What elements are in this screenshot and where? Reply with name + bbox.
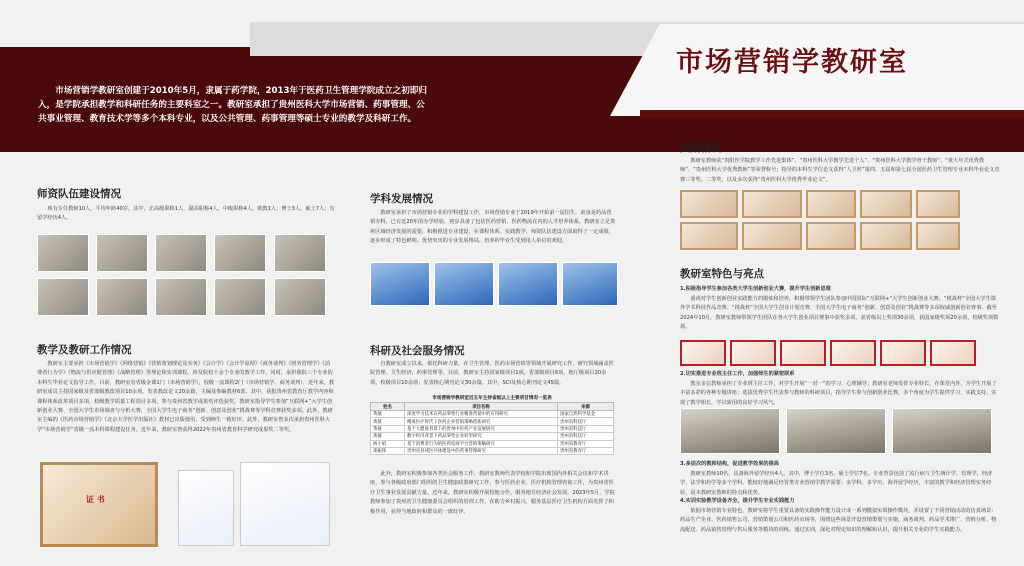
faculty-photo <box>96 278 148 316</box>
table-cell: 贵州省教育厅 <box>558 447 614 454</box>
award-certificate-image <box>680 222 738 250</box>
project-table-title: 市场营销学教研室近五年主持省级以上主要项目情况一览表 <box>432 396 552 401</box>
teaching-text: 教研室主要承担《市场营销学》《网络营销》《营销策划理论及实务》《会计学》《会计学原理》《商务谈判》《财务管理学》《消费者行为学》《物流与供应链管理》《战略管理》等理论和实训课程，涉及院校十余个专业的教学工作。同时，承担我院三个专业的本科生毕业论文指导工作。目前，教研室有省级金课1门（市场营销学），校级一流课程2门（市场营销学、商务谈判），近年来，教研室成员主持国家级及省部级教改项目10余项，发表教改论文20余篇，主编及参编教材6部。其中，获批贵州省教育厅教学内容和课程体系改革项目多项、校级教学质量工程项目多项，参与贵州省教学成果奖评选获奖。教研室指导学生参加“互联网+”大学生创新创业大赛、全国大学生市场调查与分析大赛、全国大学生电子商务“创新、创意及创业”挑战赛等学科竞赛获奖多项。此外，教研室主编的《医药市场营销学》《北京大学医学出版社》教材已出版使用，受到师生一致好评。此外，教研室曾多次承担贵州医科大学“市场营销学”省级一流本科课程建设任务，近年来，教研室曾获得2022年贵州省教育科学研究成果奖二等奖。 <box>37 361 335 433</box>
discipline-photo <box>562 262 618 306</box>
award-certificate-image <box>806 222 856 250</box>
research-title: 科研及社会服务情况 <box>370 345 465 357</box>
research-text: 自教研室成立以来，依托科研力量，在卫生管理、医药市场营销等领域开展研究工作，研究领域涵盖医院管理、卫生经济、药事管理等。目前，教研室主持国家级项目1项，省部级项目6项，地厅级项目20余项，校级项目10余项；发表核心期刊论文30余篇，其中，SCI及核心期刊论文45篇。 <box>370 361 614 386</box>
table-cell: 精准医疗时代下医药企业营销策略创新研究 <box>405 418 558 425</box>
table-header: 项目名称 <box>405 403 558 411</box>
table-header: 来源 <box>558 403 614 411</box>
page-title: 市场营销学教研室 <box>676 47 908 78</box>
table-cell: 基于消费者行为的医药电商平台营销策略研究 <box>405 440 558 447</box>
header-accent-bar <box>640 110 1024 118</box>
competition-certificate-image <box>680 340 726 366</box>
faculty-photo <box>155 234 207 272</box>
awards-title: 奖励情况 <box>680 142 722 154</box>
faculty-title: 师资队伍建设情况 <box>37 188 121 200</box>
table-cell: 深度学习技术在药品零售行业精准营销中的应用研究 <box>405 411 558 418</box>
research-text-2: 此外，教研室积极参加各类社会服务工作，教研室教师代表学校和学院出席国内外相关会议和学术讲座，参与各级政府部门组织的卫生健康政策研究工作，参与医药企业、医疗机构管理咨询工作，为贵州省医疗卫生事业发展贡献力量。近年来，教研室积极开展校地合作，服务地方经济社会发展，2023年5月，学院教师参加了贵州省卫生健康委员会组织的培训工作，在助力乡村振兴、服务基层医疗卫生机构方面发挥了积极作用，获得当地政府和群众的一致好评。 <box>370 471 615 515</box>
faculty-photo <box>37 278 89 316</box>
feature-4-text: 依据市场营销专业特色，教研室将学生重要具备的实践操作能力设计成一系列模拟实训操作模块，并设置了不同营销活动的仿真场景：药品生产企业、医药销售公司、营销策划公司和医药市场等，围绕这些场景开设营销策划与实施、商务谈判、药品学术推广、营销分析、物流配送、药品销售管理与售后服务等模块的训练。通过实训，深化对理论知识的理解和认识，提升相关专业的学生实践能力。 <box>680 508 997 533</box>
table-row <box>371 418 614 425</box>
table-cell: 贵州省教育厅 <box>558 440 614 447</box>
feature-2-text: 教室多位教师承担了专业班主任工作，对学生开展“一对一”的学习、心理辅导；教研室老师发挥专业特长，在课堂内外，为学生开展了丰富多彩的各种专题讲座；选拔优秀学生代表参与教师的科研项目，指导学生参与创新创业比赛，多个角度为学生提供学习、实践支持，实现了教学相长，学以致用的良好学习风气。 <box>680 381 997 406</box>
award-certificate-image <box>680 190 738 218</box>
features-title: 教研室特色与亮点 <box>680 268 764 280</box>
feature-1-text: 重视对学生创新创业实践能力的锻炼和培养，积极带领学生团队参加中国国际“互联网+”大学生创新创业大赛、“挑战杯”全国大学生课外学术科技作品竞赛、“挑战杯”全国大学生创业计划竞赛、全国大学生电子商务“创新、创意及创业”挑战赛等多项权威创新创业赛事。截至2024年10月，教研室教师带领学生团队在各大学生创业项目赛事中获奖多项，获省级以上奖项30余项，获国家级奖项20余项，校级奖项数项。 <box>680 296 999 331</box>
table-cell: 国家自然科学基金 <box>558 411 614 418</box>
feature-2-heading: 2.切实推进专业班主任工作，加强师生的紧密联系 <box>680 371 795 377</box>
competition-certificate-image <box>830 340 876 366</box>
intro-text: 市场营销学教研室创建于2010年5月，隶属于药学院，2013年于医药卫生管理学院成立之初即归入，是学院承担教学和科研任务的主要科室之一。教研室承担了贵州医科大学市场营销、药事管理、公共事业管理、教育技术学等多个本科专业，以及公共管理、药事管理等硕士专业的教学及科研工作。 <box>38 86 427 124</box>
feature-4-heading: 4.实训实验教学设备齐全，提升学生专业实践能力 <box>680 498 795 504</box>
table-row <box>371 447 614 454</box>
award-certificate-image <box>916 190 960 218</box>
table-cell: 杨小娟 <box>371 440 405 447</box>
table-cell: 黄敏 <box>371 425 405 432</box>
competition-certificate-image <box>930 340 976 366</box>
discipline-photo <box>370 262 430 306</box>
classroom-photo <box>786 408 886 454</box>
faculty-photo <box>214 234 266 272</box>
table-cell: 黄敏 <box>371 418 405 425</box>
textbook-cover-image <box>178 470 234 546</box>
feature-1-heading: 1.积极指导学生参加各类大学生创新创业大赛，提升学生创新思维 <box>680 286 831 292</box>
discipline-text: 教研室承担了市场营销专业的学科建设工作，市场营销专业于2019年开始第一届招生，前身是药品营销专科，已有近20年的办学经验，初步具备了包括医药营销、医药物流在内的人才培养体系，教研室立足贵州区域经济发展的需要，积极推进专业建设，在课程体系、实践教学、师资队伍建设方面取得了一定成绩，逐步形成了特色鲜明、优势突出的专业发展格局，培养的毕业生受到用人单位的欢迎。 <box>370 210 616 245</box>
project-table <box>370 402 614 455</box>
table-cell: 黄敏 <box>371 411 405 418</box>
award-certificate-image <box>742 222 802 250</box>
faculty-text: 现有专任教师10人，平均年龄40岁，其中，正高级职称1人，副高职称4人，中级职称4人，助教1人；博士3人，硕士7人；有留学经历4人。 <box>37 206 335 222</box>
table-cell: 贵州省科技厅 <box>558 418 614 425</box>
award-certificate-image <box>916 222 960 250</box>
table-row <box>371 425 614 432</box>
classroom-photo <box>680 408 780 454</box>
table-header: 姓名 <box>371 403 405 411</box>
faculty-photo <box>274 278 326 316</box>
textbook-cover-image <box>240 462 330 546</box>
award-certificate-image <box>742 190 802 218</box>
certificate-label: 证 书 <box>86 495 105 504</box>
feature-3-text: 教研室教师10名，具备海外留学经历4人，其中，博士学位3名，硕士学位7名。专业背景包括了流行病与卫生统计学、管理学、经济学、法学和药学等多个学科，能较好地满足经管类专业营销学教学需要；多学科、多学历、海外留学经历，丰富的教学和经济管理实务经验，是本教研室教师的特点和优势。 <box>680 471 993 496</box>
faculty-photo <box>96 234 148 272</box>
table-cell: 贵州省县域医共体建设中的药事管理研究 <box>405 447 558 454</box>
faculty-photo <box>155 278 207 316</box>
competition-certificate-image <box>730 340 776 366</box>
classroom-photo <box>892 408 992 454</box>
competition-certificate-image <box>780 340 826 366</box>
teaching-title: 教学及教研工作情况 <box>37 344 132 356</box>
discipline-photo <box>434 262 494 306</box>
faculty-photo <box>274 234 326 272</box>
table-row <box>371 411 614 418</box>
table-cell: 基于大健康背景下的贵州中医药产业发展研究 <box>405 425 558 432</box>
table-cell: 邵振锋 <box>371 447 405 454</box>
table-cell: 数字经济背景下药品零售企业转型研究 <box>405 433 558 440</box>
award-certificate-image <box>860 190 912 218</box>
award-certificate-image <box>860 222 912 250</box>
competition-certificate-image <box>880 340 926 366</box>
table-cell: 黄敏 <box>371 433 405 440</box>
awards-text: 教研室教师获“贵阳医学院教学工作先进集体”、“贵州医科大学教学先进个人”、“贵州医科大学教学骨干教师”、“黄大年式优秀教师”、“贵州医科大学优秀教师”等荣誉称号；指导的本科生学位论文获得“人卫杯”第四、五届和第七届全国医药卫生管理专业本科毕业论文竞赛三等奖、二等奖，以及多次获得“贵州医科大学优秀毕业论文”。 <box>680 158 1000 183</box>
table-row <box>371 440 614 447</box>
table-cell: 贵州省科技厅 <box>558 425 614 432</box>
faculty-photo <box>37 234 89 272</box>
feature-3-heading: 3.多层次的教师结构，促进教学效果的提高 <box>680 461 779 467</box>
discipline-photo <box>498 262 558 306</box>
table-cell: 贵州省科技厅 <box>558 433 614 440</box>
faculty-photo <box>214 278 266 316</box>
award-certificate-image <box>806 190 856 218</box>
discipline-title: 学科发展情况 <box>370 193 433 205</box>
table-row <box>371 433 614 440</box>
